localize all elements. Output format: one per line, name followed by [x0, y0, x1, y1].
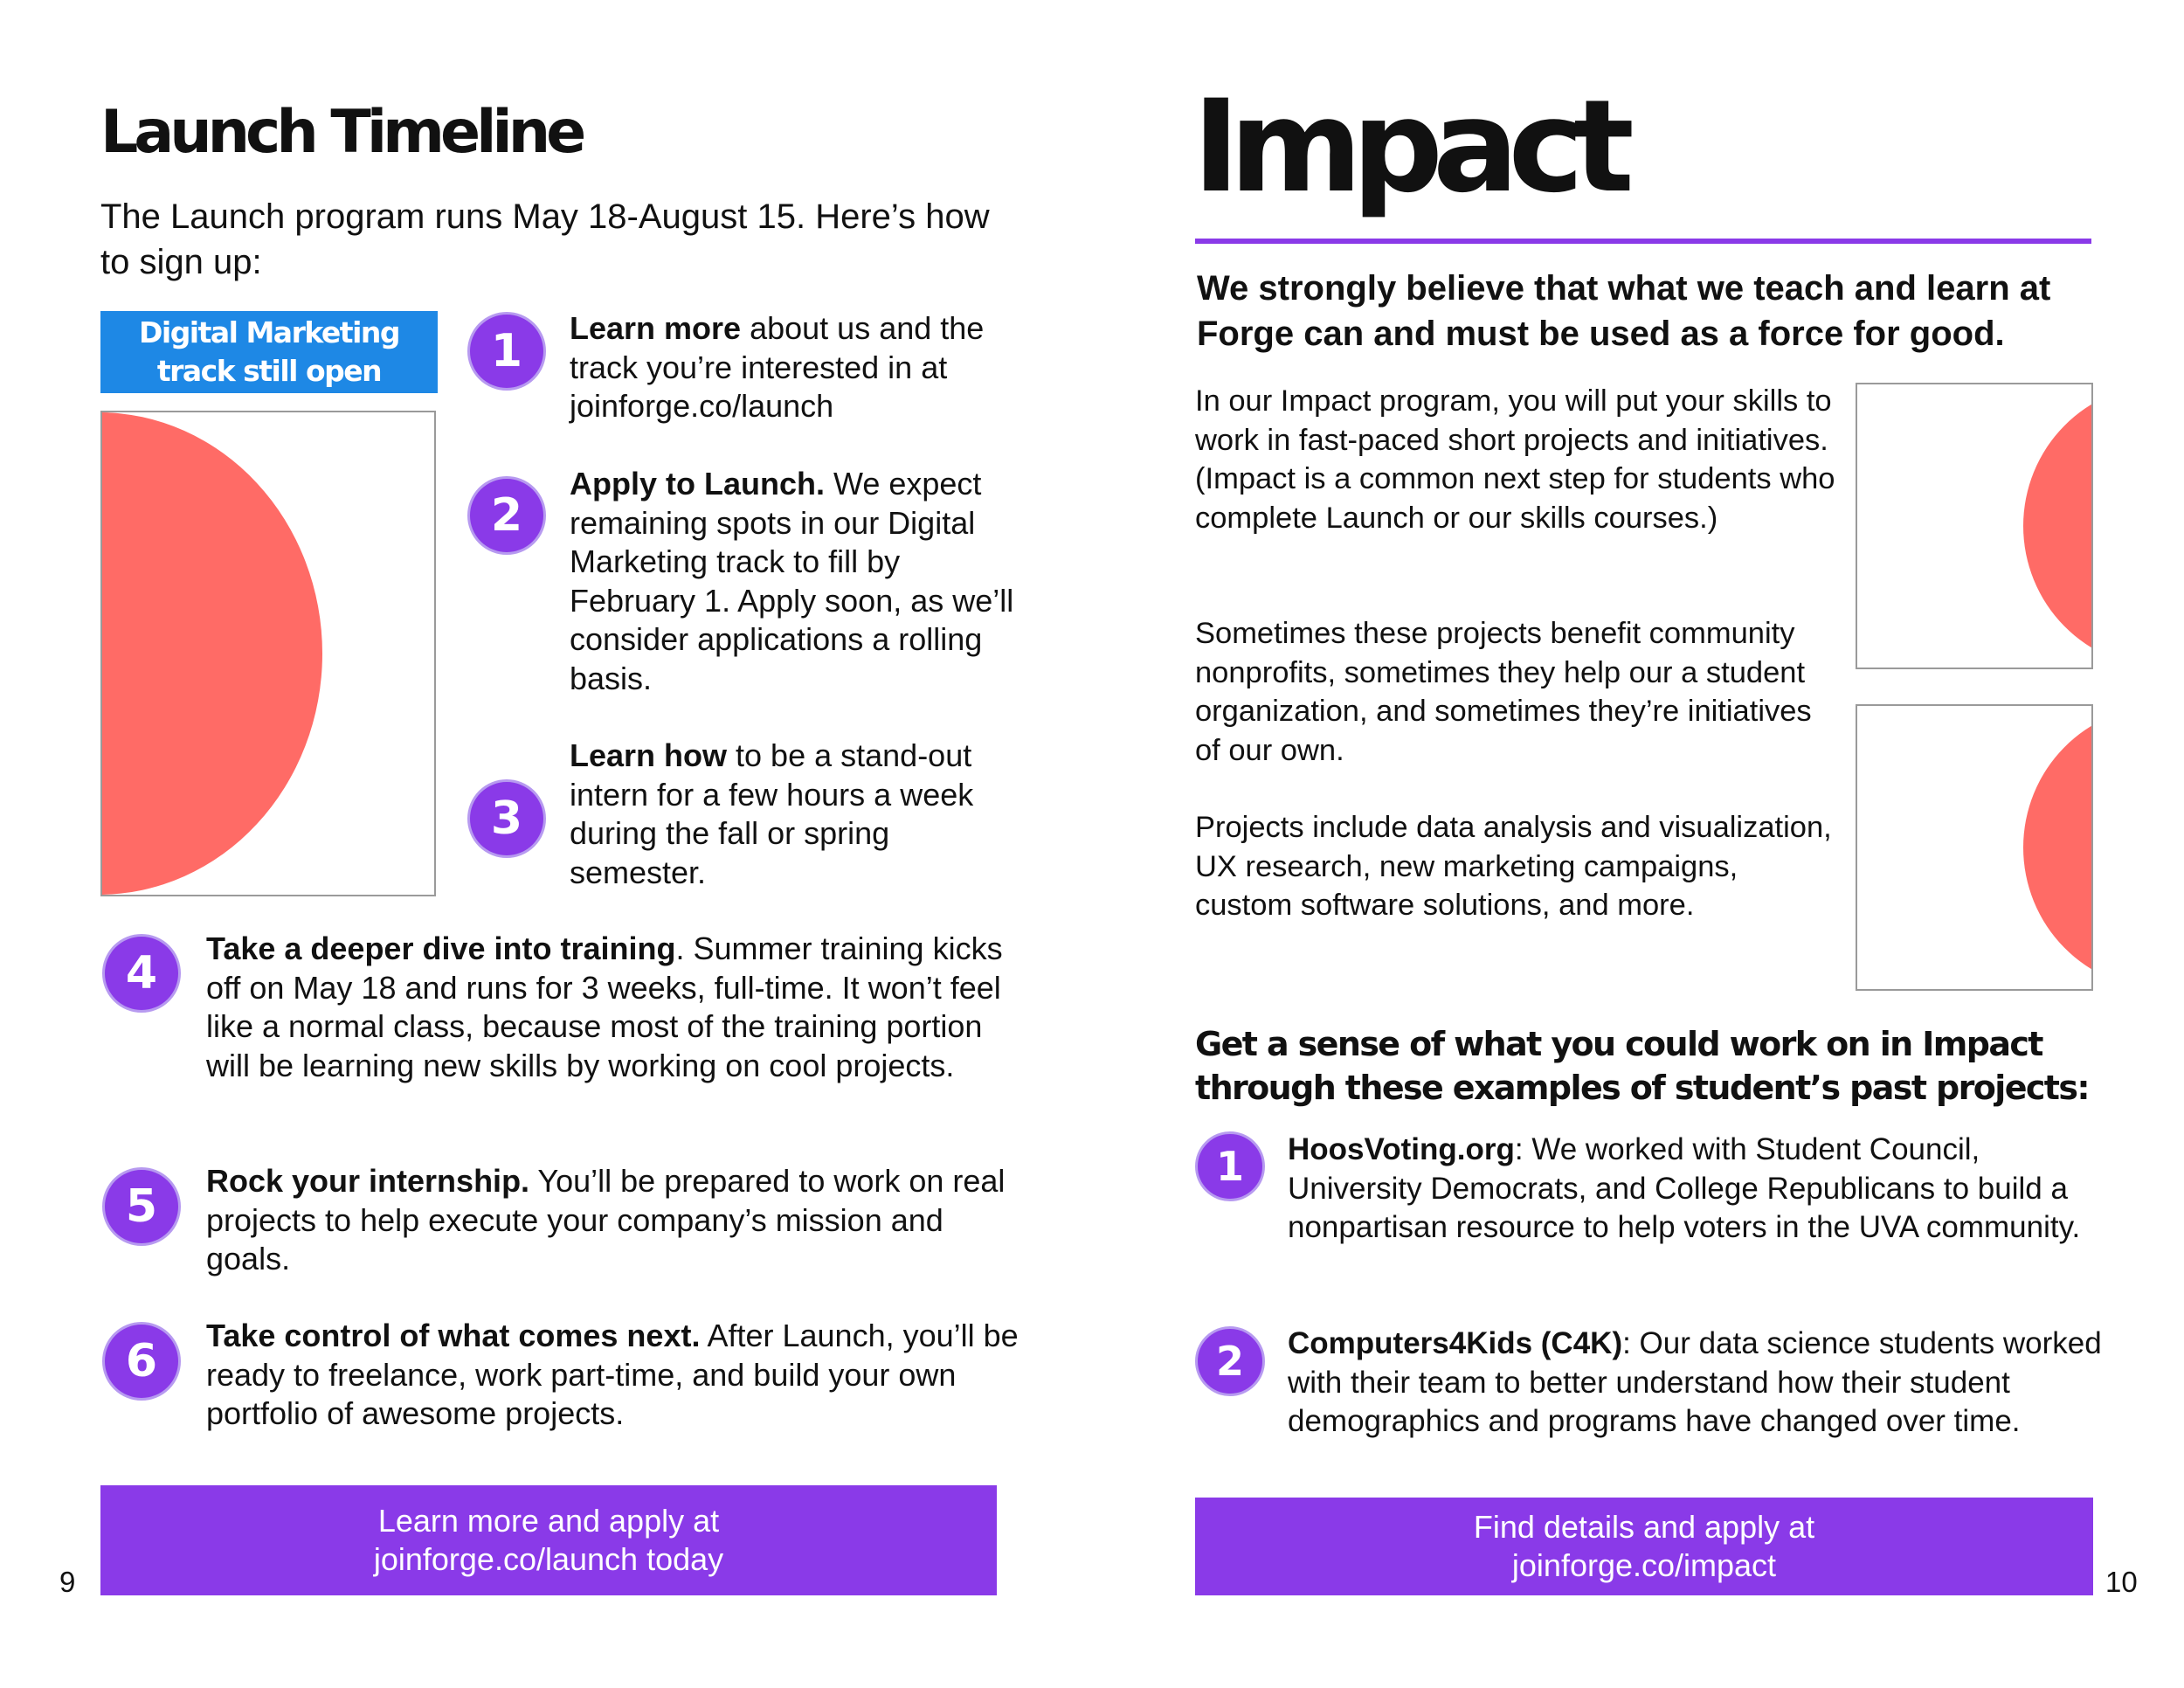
impact-paragraph-2: Sometimes these projects benefit community nonprofits, sometimes they help our a student organization, and sometimes they’re initiatives of our own.	[1195, 617, 1812, 767]
launch-cta-link[interactable]: joinforge.co/launch today	[373, 1541, 724, 1577]
impact-paragraph-3: Projects include data analysis and visualization, UX research, new marketing campaigns, custom software solutions, and more.	[1195, 811, 1832, 922]
examples-heading: Get a sense of what you could work on in Impact through these examples of student’s past projects:	[1195, 1025, 2089, 1107]
step-1-body: about us and the track you’re interested in at joinforge.co/launch	[570, 310, 985, 424]
step-6-number-badge: 6	[102, 1322, 181, 1401]
step-4-number-badge: 4	[102, 934, 181, 1013]
step-3-body: to be a stand-out intern for a few hours a week during the fall or spring semester.	[570, 737, 974, 890]
impact-paragraph-1: In our Impact program, you will put your skills to work in fast-paced short projects and initiatives. (Impact is a common next step for students who complete Launch or our skills courses.)	[1195, 384, 1835, 535]
example-2-body: : Our data science students worked with their team to better understand how their student demographics and programs have changed over time.	[1288, 1326, 2102, 1438]
step-2-text	[570, 465, 1024, 698]
step-1-heading: Learn more	[570, 310, 742, 346]
example-2-heading: Computers4Kids (C4K)	[1288, 1326, 1623, 1360]
decorative-image-placeholder-top	[1856, 383, 2093, 669]
step-5-text	[206, 1162, 1019, 1279]
step-4-heading: Take a deeper dive into training	[206, 930, 676, 966]
example-2-text	[1288, 1325, 2109, 1442]
example-1-number-badge: 1	[1195, 1131, 1265, 1201]
page-number-right: 10	[2105, 1566, 2138, 1598]
impact-belief-statement: We strongly believe that what we teach and learn at Forge can and must be used as a force for good.	[1197, 269, 2051, 353]
coral-half-circle-shape	[2023, 384, 2093, 668]
example-1-heading: HoosVoting.org	[1288, 1132, 1515, 1166]
decorative-image-placeholder	[100, 411, 436, 896]
intro-text: The Launch program runs May 18-August 15. Here’s how to sign up:	[100, 197, 990, 281]
step-3-number-badge: 3	[467, 779, 546, 858]
step-5-body: You’ll be prepared to work on real projects to help execute your company’s mission and goals.	[206, 1163, 1006, 1276]
example-1-text	[1288, 1131, 2109, 1248]
step-3-text	[570, 737, 1024, 892]
step-6-text	[206, 1317, 1019, 1434]
step-6-body: After Launch, you’ll be ready to freelance, work part-time, and build your own portfolio of awesome projects.	[206, 1318, 1019, 1431]
title-divider	[1195, 239, 2091, 244]
step-5-heading: Rock your internship.	[206, 1163, 530, 1199]
step-1-number-badge: 1	[467, 312, 546, 391]
page-title-impact: Impact	[1192, 73, 1624, 221]
example-1-body: : We worked with Student Council, University Democrats, and College Republicans to build a nonpartisan resource to help voters in the UVA community.	[1288, 1132, 2081, 1244]
page-title-launch-timeline: Launch Timeline	[100, 98, 583, 167]
step-4-text	[206, 930, 1019, 1085]
step-2-body: We expect remaining spots in our Digital Marketing track to fill by February 1. Apply soon, as we’ll consider applications a rolling basis.	[570, 466, 1014, 696]
impact-cta-line-1: Find details and apply at	[1473, 1509, 1815, 1545]
step-1-text	[570, 309, 1024, 426]
step-2-number-badge: 2	[467, 476, 546, 555]
step-3-heading: Learn how	[570, 737, 728, 773]
impact-cta-banner[interactable]	[1195, 1498, 2093, 1595]
coral-half-circle-shape	[2023, 706, 2093, 989]
step-4-body: . Summer training kicks off on May 18 and runs for 3 weeks, full-time. It won’t feel like a normal class, because most of the training portion will be learning new skills by working on cool projects.	[206, 930, 1003, 1083]
digital-marketing-badge: Digital Marketing track still open	[100, 311, 438, 393]
page-number-left: 9	[59, 1566, 76, 1598]
coral-half-circle-shape	[100, 412, 322, 895]
step-6-heading: Take control of what comes next.	[206, 1318, 701, 1353]
launch-cta-banner[interactable]	[100, 1485, 997, 1595]
impact-cta-link[interactable]: joinforge.co/impact	[1511, 1547, 1777, 1583]
step-5-number-badge: 5	[102, 1167, 181, 1246]
decorative-image-placeholder-bottom	[1856, 704, 2093, 991]
launch-cta-line-1: Learn more and apply at	[377, 1503, 720, 1539]
example-2-number-badge: 2	[1195, 1326, 1265, 1396]
step-2-heading: Apply to Launch.	[570, 466, 825, 502]
